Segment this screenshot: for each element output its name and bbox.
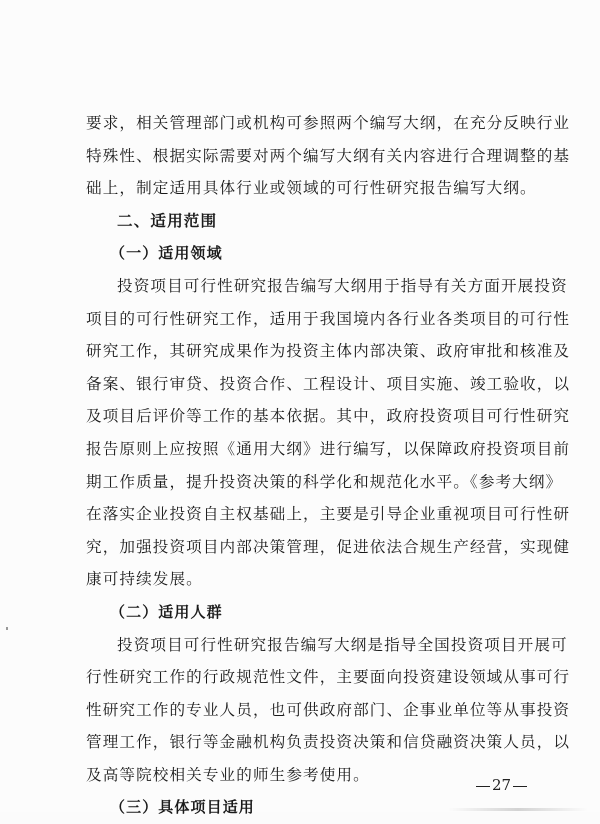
paragraph-line: 行性研究工作的行政规范性文件，主要面向投资建设领域从事可行 — [86, 668, 571, 687]
section-heading: 二、适用范围 — [117, 211, 218, 230]
paragraph-line: 报告原则上应按照《通用大纲》进行编写，以保障政府投资项目前 — [86, 439, 571, 458]
scan-smudge — [448, 808, 588, 811]
paragraph-line: 性研究工作的专业人员，也可供政府部门、企事业单位等从事投资 — [86, 700, 571, 719]
paragraph-line: 投资项目可行性研究报告编写大纲用于指导有关方面开展投资 — [117, 276, 568, 295]
dash-icon — [513, 786, 527, 787]
paragraph-line: 项目的可行性研究工作，适用于我国境内各行业各类项目的可行性 — [86, 309, 571, 328]
paragraph-line: 投资项目可行性研究报告编写大纲是指导全国投资项目开展可 — [117, 635, 568, 654]
paragraph-line: 究，加强投资项目内部决策管理，促进依法合规生产经营，实现健 — [86, 537, 571, 556]
paragraph-line: 管理工作，银行等金融机构负责投资决策和信贷融资决策人员，以 — [86, 733, 571, 752]
paragraph-line: 在落实企业投资自主权基础上，主要是引导企业重视项目可行性研 — [86, 505, 571, 524]
paragraph-line: 及项目后评价等工作的基本依据。其中，政府投资项目可行性研究 — [86, 407, 571, 426]
paragraph-line: 备案、银行审贷、投资合作、工程设计、项目实施、竣工验收，以 — [86, 374, 571, 393]
paragraph-line: 要求，相关管理部门或机构可参照两个编写大纲，在充分反映行业 — [86, 114, 571, 132]
subsection-title-scope: （一）适用领域 — [110, 244, 223, 263]
subsection-title-specific-projects: （三）具体项目适用 — [110, 798, 255, 817]
paragraph-line: 及高等院校相关专业的师生参考使用。 — [86, 765, 370, 784]
paragraph-line: 研究工作，其研究成果作为投资主体内部决策、政府审批和核准及 — [86, 342, 571, 361]
paragraph-line: 特殊性、根据实际需要对两个编写大纲有关内容进行合理调整的基 — [86, 146, 571, 165]
paragraph-line: 期工作质量，提升投资决策的科学化和规范化水平。《参考大纲》 — [86, 472, 563, 491]
page-body — [86, 107, 571, 824]
paragraph-line: 础上，制定适用具体行业或领域的可行性研究报告编写大纲。 — [86, 179, 537, 198]
subsection-title-audience: （二）适用人群 — [110, 602, 223, 621]
paragraph-line: 康可持续发展。 — [86, 570, 203, 589]
page-number-value: 27 — [492, 776, 512, 794]
scan-mark — [6, 627, 8, 630]
page-number — [474, 776, 529, 794]
dash-icon — [476, 786, 490, 787]
